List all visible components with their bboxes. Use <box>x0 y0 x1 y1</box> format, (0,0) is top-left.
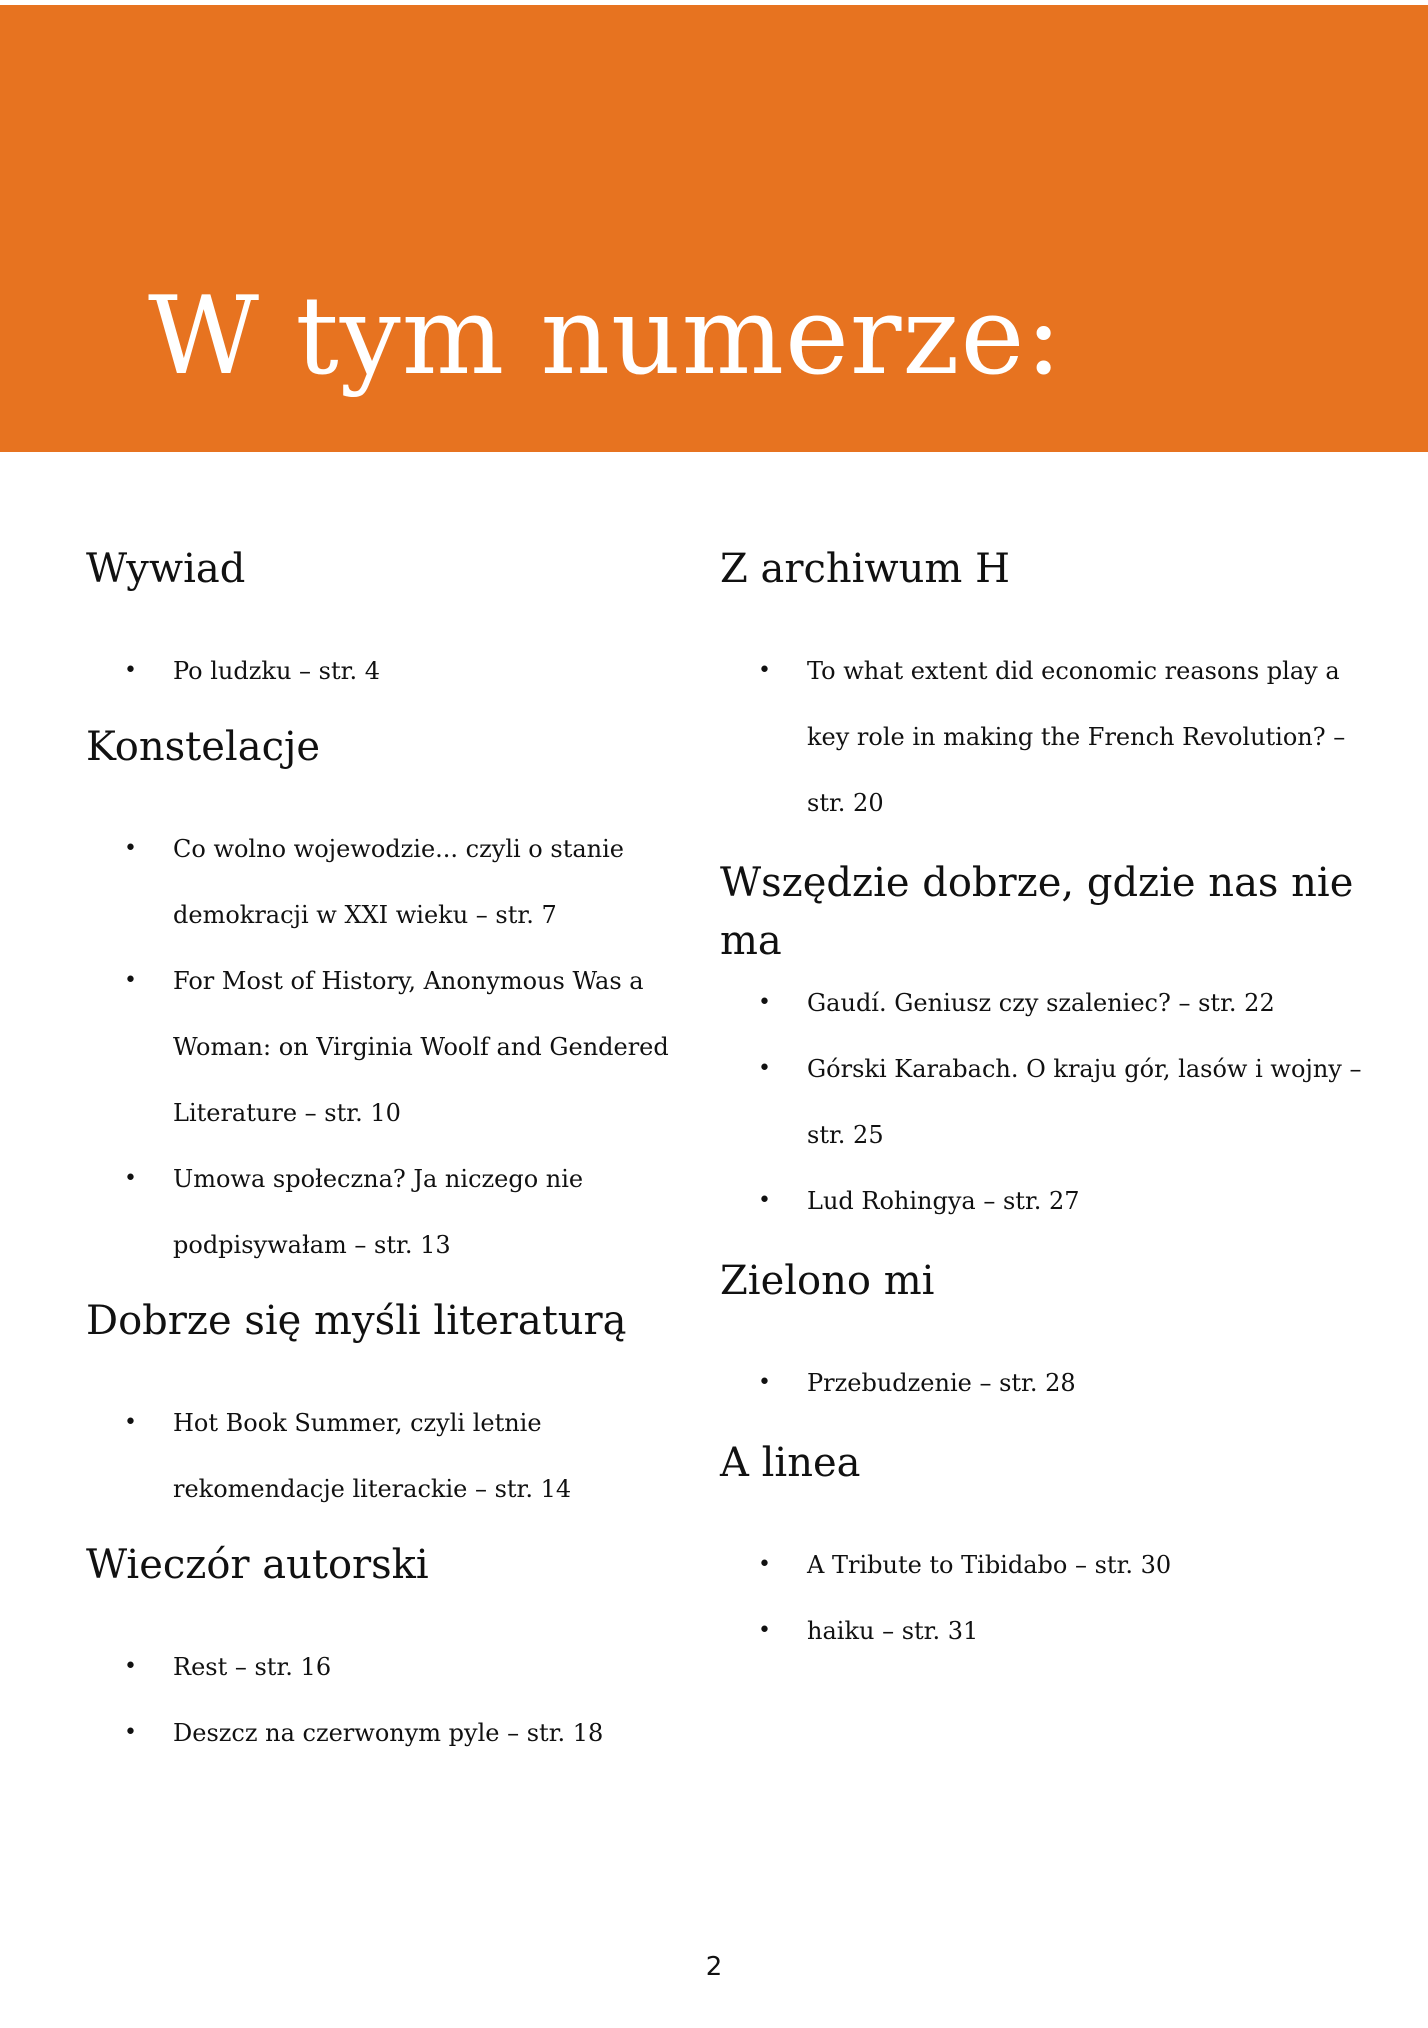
list-item: • A Tribute to Tibidabo – str. 30 <box>720 1532 1367 1598</box>
bullet-icon: • <box>124 1720 137 1745</box>
list-item: • Co wolno wojewodzie... czyli o stanie demokracji w XXI wieku – str. 7 <box>86 816 713 948</box>
article-list <box>720 1350 1360 1416</box>
article-list <box>86 1390 696 1522</box>
section-heading: Dobrze się myśli literaturą <box>86 1298 627 1344</box>
bullet-icon: • <box>124 836 137 861</box>
article-list <box>86 1634 696 1766</box>
bullet-icon: • <box>124 968 137 993</box>
article-list <box>720 638 1360 836</box>
section-wszedzie-dobrze <box>720 854 1360 1234</box>
bullet-icon: • <box>758 990 771 1015</box>
page-number: 2 <box>705 1952 723 1982</box>
list-item: • Gaudí. Geniusz czy szaleniec? – str. 22 <box>720 970 1367 1036</box>
article-list <box>86 816 696 1278</box>
section-zielono-mi <box>720 1252 1360 1416</box>
bullet-icon: • <box>758 1552 771 1577</box>
section-dobrze-sie-mysli-literatura <box>86 1292 696 1522</box>
section-heading: Wywiad <box>86 546 246 592</box>
section-heading: Wszędzie dobrze, gdzie nas nie ma <box>720 860 1354 964</box>
list-item: • Przebudzenie – str. 28 <box>720 1350 1367 1416</box>
list-item: • Deszcz na czerwonym pyle – str. 18 <box>86 1700 713 1766</box>
article-list <box>86 638 696 704</box>
left-column <box>86 540 696 1766</box>
list-item: • Umowa społeczna? Ja niczego nie podpisywałam – str. 13 <box>86 1146 713 1278</box>
list-item: • Górski Karabach. O kraju gór, lasów i wojny – str. 25 <box>720 1036 1367 1168</box>
section-heading: Zielono mi <box>720 1258 935 1304</box>
header-banner <box>0 5 1428 452</box>
section-heading: Z archiwum H <box>720 546 1010 592</box>
bullet-icon: • <box>758 1188 771 1213</box>
section-konstelacje <box>86 718 696 1278</box>
page-title: W tym numerze: <box>148 274 1063 399</box>
list-item: • Lud Rohingya – str. 27 <box>720 1168 1367 1234</box>
list-item: • To what extent did economic reasons play a key role in making the French Revolution? – str. 20 <box>720 638 1367 836</box>
article-list <box>720 1532 1360 1664</box>
list-item: • Rest – str. 16 <box>86 1634 713 1700</box>
bullet-icon: • <box>124 1166 137 1191</box>
section-heading: A linea <box>720 1440 861 1486</box>
list-item: • Po ludzku – str. 4 <box>86 638 713 704</box>
bullet-icon: • <box>124 658 137 683</box>
bullet-icon: • <box>124 1410 137 1435</box>
right-column <box>720 540 1360 1664</box>
list-item: • Hot Book Summer, czyli letnie rekomendacje literackie – str. 14 <box>86 1390 713 1522</box>
section-heading: Konstelacje <box>86 724 321 770</box>
list-item: • haiku – str. 31 <box>720 1598 1367 1664</box>
list-item: • For Most of History, Anonymous Was a Woman: on Virginia Woolf and Gendered Literature – str. 10 <box>86 948 713 1146</box>
section-wywiad <box>86 540 696 704</box>
bullet-icon: • <box>758 1618 771 1643</box>
section-a-linea <box>720 1434 1360 1664</box>
section-heading: Wieczór autorski <box>86 1542 429 1588</box>
article-list <box>720 970 1360 1234</box>
section-z-archiwum-h <box>720 540 1360 836</box>
bullet-icon: • <box>758 658 771 683</box>
bullet-icon: • <box>758 1370 771 1395</box>
section-wieczor-autorski <box>86 1536 696 1766</box>
bullet-icon: • <box>124 1654 137 1679</box>
bullet-icon: • <box>758 1056 771 1081</box>
